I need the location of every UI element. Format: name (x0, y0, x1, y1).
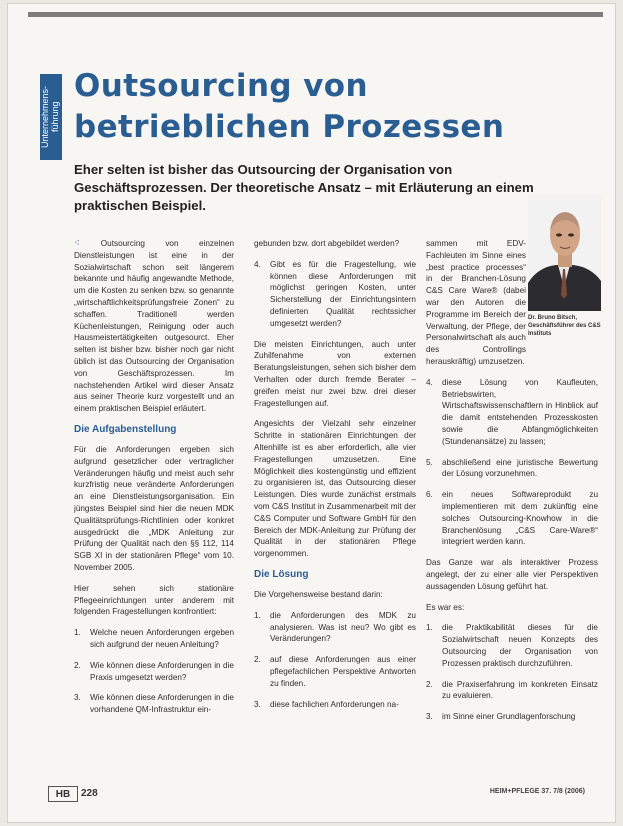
list-item: 4. diese Lösung von Kaufleuten, Betriebswirten, Wirtschaftswissenschaftlern in Hinblick auf die damit entstehenden Prozesskosten sowie die Abfangmöglichkeiten (Stundenansätze) zu lassen; (426, 377, 598, 446)
paragraph: Die meisten Einrichtungen, auch unter Zuhilfenahme von externen Beratungsleistungen, sehen sich bisher dem Verhalten oder durch fremde Berater – greifen meist nur zwei bzw. drei dieser Fragestellungen auf. (254, 339, 416, 408)
photo-caption: Dr. Bruno Bitsch, Geschäftsführer des C&S Instituts (528, 315, 601, 337)
heading-solution: Die Lösung (254, 568, 309, 580)
list-item: 4. Gibt es für die Fragestellung, wie können diese Anforderungen mit möglichst geringen Kosten, unter Sicherstellung der Einrichtungsintern definierten Qualität rechtssicher umgesetzt werden? (254, 259, 416, 328)
magazine-page (8, 4, 615, 822)
section-tab: Unternehmens-führung (40, 74, 62, 160)
journal-reference: HEIM+PFLEGE 37. 7/8 (2006) (489, 788, 585, 795)
solution-list (254, 610, 416, 711)
list-item: 3. Wie können diese Anforderungen in die vorhandene QM-Infrastruktur ein- (74, 693, 234, 715)
paragraph: gebunden bzw. dort abgebildet werden? (254, 239, 400, 248)
list-item: 1. die Praktikabilität dieses für die Sozialwirtschaft neuen Konzepts des Outsourcing der Organisation von Prozessen praktisch durchzuführen. (426, 623, 598, 668)
list-item: 3. im Sinne einer Grundlagenforschung (426, 712, 576, 722)
list-item: 5. abschließend eine juristische Bewertung der Lösung vorzunehmen. (426, 457, 598, 479)
list-item: 2. auf diese Anforderungen aus einer pflegefachlichen Perspektive Antworten zu finden. (254, 655, 416, 688)
page-number: 228 (81, 788, 98, 799)
paragraph: Die Vorgehensweise bestand darin: (254, 589, 383, 599)
list-item: 2. die Praxiserfahrung im konkreten Einsatz zu evaluieren. (426, 679, 598, 701)
question-list (74, 627, 234, 716)
paragraph: sammen mit EDV-Fachleuten im Sinne eines „best practice processes“ in der Branchen-Lösung C&S Care Ware® (dabei war den Autoren die Programme im Bereich der Verwaltung, der Pflege, der Personalwirtschaft als auch des Controllings herauskräftig) umzusetzen. (426, 239, 526, 366)
list-item: 1. die Anforderungen des MDK zu analysieren. Was ist neu? Wo gibt es Veränderungen? (254, 610, 416, 644)
column-2 (254, 238, 416, 719)
paragraph: Hier sehen sich stationäre Pflegeeinrichtungen unter anderem mit folgenden Fragestellungen konfrontiert: (74, 583, 234, 617)
top-rule (28, 12, 603, 17)
list-item: 3. diese fachlichen Anforderungen na- (254, 699, 399, 709)
list-item: 2. Wie können diese Anforderungen in die Praxis umgesetzt werden? (74, 660, 234, 682)
paragraph: Es war es: (426, 602, 465, 612)
heading-task: Die Aufgabenstellung (74, 423, 177, 435)
article-title (74, 66, 594, 148)
title-line-2: betrieblichen Prozessen (74, 109, 505, 145)
list-item: 6. ein neues Softwareprodukt zu implementieren mit dem zukünftig eine solches Outsourcing-Knowhow in die Branchenlösung „C&S Care-Ware®“ integriert werden kann. (426, 490, 598, 547)
paragraph: Das Ganze war als interaktiver Prozess angelegt, der zu einer alle vier Perspektiven aussagenden Lösung geführt hat. (426, 558, 598, 591)
solution-list-continued (426, 377, 598, 548)
question-list-continued (254, 259, 416, 330)
dots-icon: ⁖ (74, 238, 101, 249)
magazine-logo: HB (48, 786, 78, 802)
lead-paragraph: Eher selten ist bisher das Outsourcing der Organisation von Geschäftsprozessen. Der theoretische Ansatz – mit Erläuterung an einem praktischen Beispiel. (74, 162, 534, 213)
list-item: 1. Welche neuen Anforderungen ergeben sich aufgrund der neuen Anleitung? (74, 628, 234, 649)
paragraph: Angesichts der Vielzahl sehr einzelner Schritte in stationären Einrichtungen der Altenhilfe ist es aber erforderlich, alle vier Fragestellungen umzusetzen. Eine Möglichkeit dies kostengünstig und effizient zu organisieren ist, das Outsourcing dieser Leistungen. Dies wurde zunächst erstmals vom C&S Institut in Zusammenarbeit mit der C&S Computer und Software GmbH für den Bereich der MDK-Anleitung zur Prüfung der Qualität in der stationären Pflege vorgenommen. (254, 419, 416, 559)
paragraph: Für die Anforderungen ergeben sich aufgrund gesetzlicher oder vertraglicher Veränderungen häufig und meist auch sehr kurzfristig neue veränderte Anforderungen an eine Dienstleistungsorganisation. Ein jüngstes Beispiel sind hier die neuen MDK Qualitätsprüfungs-Richtlinien oder konkret ausgedrückt die „MDK Anleitung zur Prüfung der Qualität nach den §§ 112, 114 SGB XI in der stationären Pflege“ vom 10. November 2005. (74, 444, 234, 572)
title-line-1: Outsourcing von (74, 68, 368, 104)
column-3 (426, 238, 598, 732)
intro-paragraph: ⁖ Outsourcing von einzelnen Dienstleistungen ist eine in der Sozialwirtschaft schon seit längerem bekannte und häufig angewandte Methode, um die Kosten zu senken bzw. so genannte „wirtschaftlichkeitsprüfungsfreie Zonen“ zu schaffen. Traditionell werden Küchenleistungen, Reinigung oder auch Hausmeistertätigkeiten outgesourct. Eher selten ist bisher bzw. bisher noch gar nicht üblich ist das Outsourcing der Organisation von Geschäftsprozessen. Im nachstehenden Artikel wird dieser Ansatz aus seiner Theorie kurz vorgestellt und an einem praktischen Beispiel erläutert. (74, 238, 234, 414)
column-1 (74, 238, 234, 725)
goal-list (426, 622, 598, 723)
